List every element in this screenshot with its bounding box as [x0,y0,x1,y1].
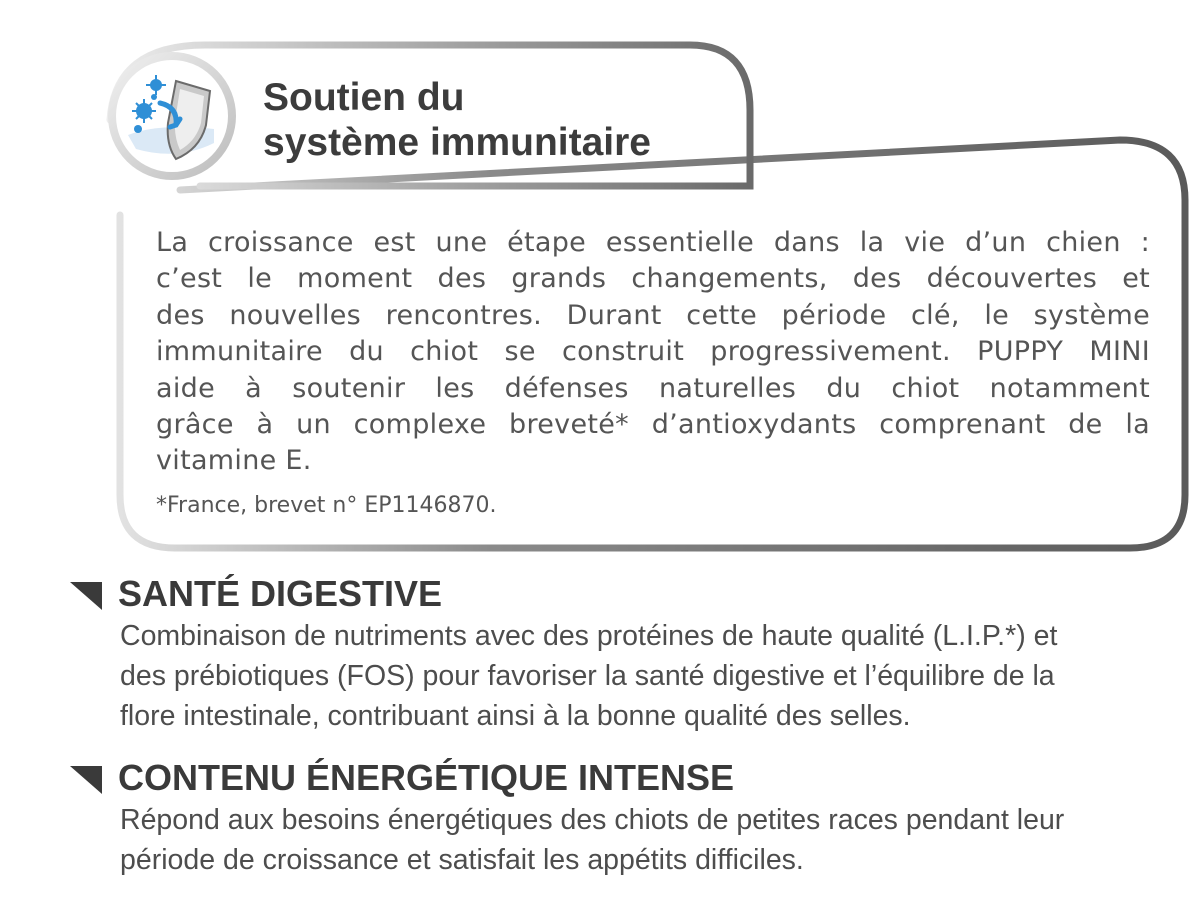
feature-description-line: Combinaison de nutriments avec des protéines de haute qualité (L.I.P.*) et [120,620,1058,652]
immune-description-line: aide à soutenir les défenses naturelles du chiot notamment [156,372,1150,404]
feature-description [120,800,1188,880]
immune-description-line: vitamine E. [156,445,312,477]
feature-description [120,616,1188,736]
immune-title-line-2: système immunitaire [263,121,652,164]
feature-title: SANTÉ DIGESTIVE [118,573,443,614]
immune-description-line: La croissance est une étape essentielle dans la vie d’un chien : [156,227,1150,258]
immune-description-line: c’est le moment des grands changements, des découvertes et [156,263,1150,295]
immune-shield-icon [118,63,224,169]
immune-description-line: immunitaire du chiot se construit progressivement. PUPPY MINI [156,336,1150,368]
immune-title [263,75,651,165]
immune-description-line: des nouvelles rencontres. Durant cette période clé, le système [156,299,1150,331]
triangle-marker-icon [70,582,102,610]
patent-footnote: *France, brevet n° EP1146870. [156,493,497,518]
feature-description-line: flore intestinale, contribuant ainsi à la bonne qualité des selles. [120,700,911,732]
feature-description-line: Répond aux besoins énergétiques des chiots de petites races pendant leur [120,804,1065,836]
immune-description [156,225,1150,480]
triangle-marker-icon [70,766,102,794]
immune-title-line-1: Soutien du [263,76,465,119]
immune-description-line: grâce à un complexe breveté* d’antioxydants comprenant de la [156,409,1150,441]
feature-description-line: des prébiotiques (FOS) pour favoriser la santé digestive et l’équilibre de la [120,660,1055,692]
feature-title: CONTENU ÉNERGÉTIQUE INTENSE [118,757,735,798]
feature-description-line: période de croissance et satisfait les appétits difficiles. [120,844,804,876]
